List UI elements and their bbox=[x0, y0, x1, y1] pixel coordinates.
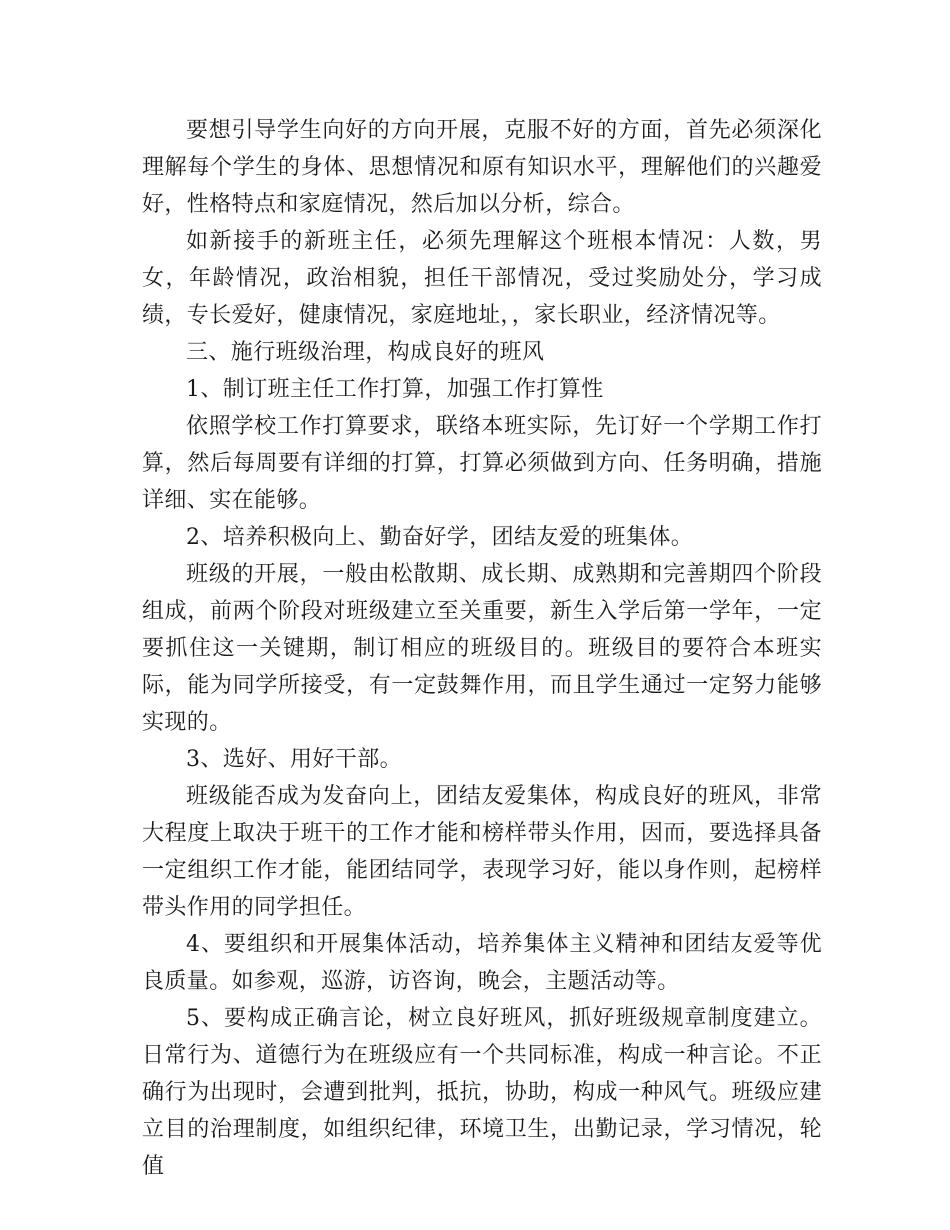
paragraph-class-development: 班级的开展，一般由松散期、成长期、成熟期和完善期四个阶段组成，前两个阶段对班级建立至关重要，新生入学后第一学年，一定要抓住这一关键期，制订相应的班级目的。班级目的要符合本班实际，能为同学所接受，有一定鼓舞作用，而且学生通过一定努力能够实现的。 bbox=[142, 562, 822, 735]
subheading-class-collective: 2、培养积极向上、勤奋好学，团结友爱的班集体。 bbox=[186, 525, 694, 550]
subheading-select-cadres: 3、选好、用好干部。 bbox=[186, 747, 402, 772]
paragraph-select-cadres: 班级能否成为发奋向上，团结友爱集体，构成良好的班风，非常大程度上取决于班干的工作才能和榜样带头作用，因而，要选择具备一定组织工作才能，能团结同学，表现学习好，能以身作则，起榜样带头作用的同学担任。 bbox=[142, 784, 822, 920]
paragraph-collective-activities: 4、要组织和开展集体活动，培养集体主义精神和团结友爱等优良质量。如参观，巡游，访咨询，晚会，主题活动等。 bbox=[142, 932, 822, 994]
section-heading-class-management: 三、施行班级治理，构成良好的班风 bbox=[186, 340, 545, 365]
subheading-work-plan: 1、制订班主任工作打算，加强工作打算性 bbox=[186, 377, 604, 402]
paragraph-new-head-teacher: 如新接手的新班主任，必须先理解这个班根本情况：人数，男女，年龄情况，政治相貌，担任干部情况，受过奖励处分，学习成绩，专长爱好，健康情况，家庭地址，，家长职业，经济情况等。 bbox=[142, 229, 822, 328]
document-body bbox=[142, 112, 822, 1185]
paragraph-class-rules: 5、要构成正确言论，树立良好班风，抓好班级规章制度建立。日常行为、道德行为在班级应有一个共同标准，构成一种言论。不正确行为出现时，会遭到批判，抵抗，协助，构成一种风气。班级应建立目的治理制度，如组织纪律，环境卫生，出勤记录，学习情况，轮值 bbox=[142, 1006, 822, 1179]
paragraph-understand-students: 要想引导学生向好的方向开展，克服不好的方面，首先必须深化理解每个学生的身体、思想情况和原有知识水平，理解他们的兴趣爱好，性格特点和家庭情况，然后加以分析，综合。 bbox=[142, 118, 822, 217]
paragraph-work-plan: 依照学校工作打算要求，联络本班实际，先订好一个学期工作打算，然后每周要有详细的打算，打算必须做到方向、任务明确，措施详细、实在能够。 bbox=[142, 414, 822, 513]
